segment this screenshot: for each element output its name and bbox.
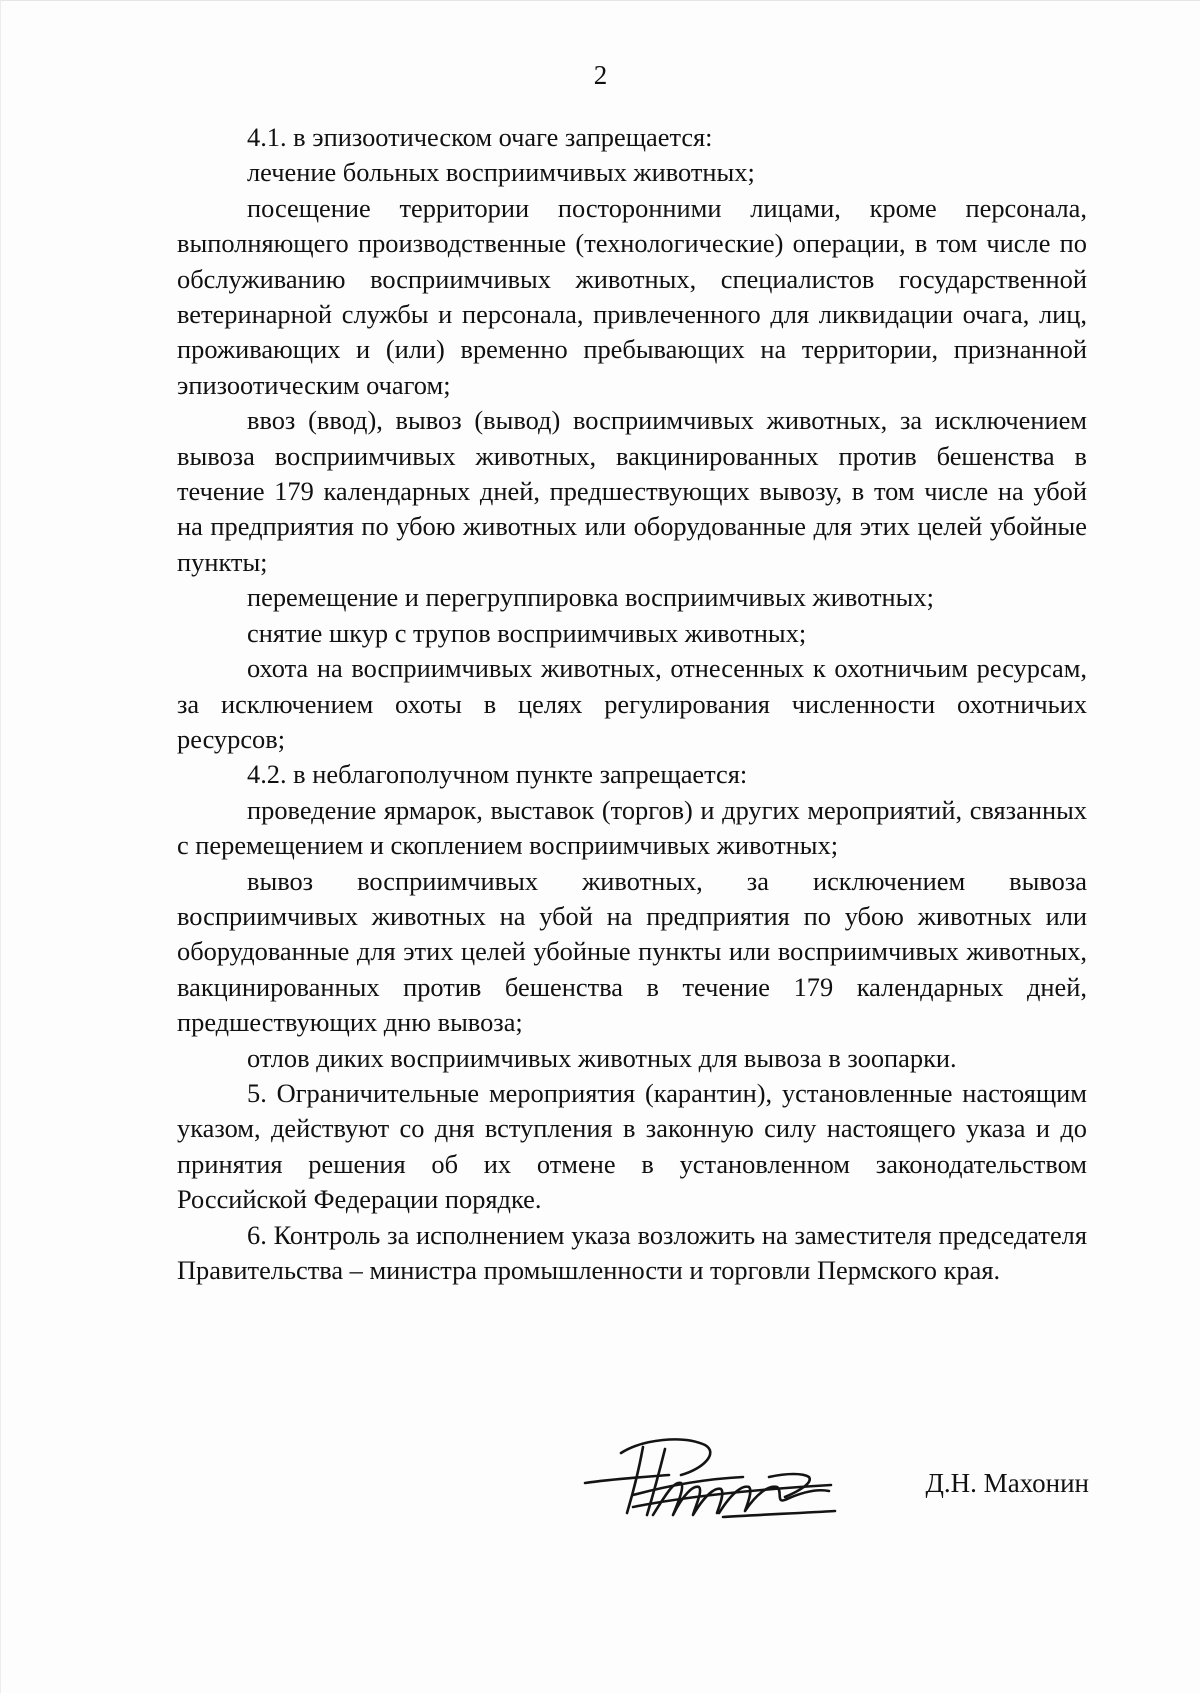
- signature-icon: [573, 1429, 863, 1549]
- paragraph-item: охота на восприимчивых животных, отнесенных к охотничьим ресурсам, за исключением охоты в целях регулирования численности охотничьих ресурсов;: [177, 653, 1087, 754]
- paragraph-6: 6. Контроль за исполнением указа возложить на заместителя председателя Правительства – министра промышленности и торговли Пермского края.: [177, 1219, 1087, 1285]
- paragraph-item: отлов диких восприимчивых животных для вывоза в зоопарки.: [247, 1042, 957, 1073]
- paragraph-item: ввоз (ввод), вывоз (вывод) восприимчивых животных, за исключением вывоза восприимчивых животных, вакцинированных против бешенства в течение 179 календарных дней, предшествующих вывозу, в том числе на убой на предприятия по убою животных или оборудованные для этих целей убойные пункты;: [177, 405, 1087, 577]
- paragraph-4-1-heading: 4.1. в эпизоотическом очаге запрещается:: [247, 122, 713, 152]
- paragraph-item: проведение ярмарок, выставок (торгов) и других мероприятий, связанных с перемещением и скоплением восприимчивых животных;: [177, 794, 1087, 861]
- signature-block: [573, 1429, 1093, 1549]
- paragraph-item: снятие шкур с трупов восприимчивых животных;: [247, 617, 807, 648]
- paragraph-4-2-heading: 4.2. в неблагополучном пункте запрещается:: [247, 759, 748, 790]
- paragraph-item: лечение больных восприимчивых животных;: [247, 157, 755, 188]
- paragraph-5: 5. Ограничительные мероприятия (карантин), установленные настоящим указом, действуют со дня вступления в законную силу настоящего указа и до принятия решения об их отмене в установленном законодательством Российской Федерации порядке.: [177, 1077, 1087, 1215]
- document-body: [177, 120, 1087, 1288]
- page-number: 2: [593, 60, 608, 90]
- handwritten-signature: [573, 1429, 863, 1549]
- paragraph-item: перемещение и перегруппировка восприимчивых животных;: [247, 582, 934, 613]
- paragraph-item: вывоз восприимчивых животных, за исключением вывоза восприимчивых животных на убой на предприятия по убою животных или оборудованные для этих целей убойные пункты или восприимчивых животных, вакцинированных против бешенства в течение 179 календарных дней, предшествующих дню вывоза;: [177, 865, 1087, 1038]
- signer-name: Д.Н. Махонин: [925, 1468, 1089, 1498]
- paragraph-item: посещение территории посторонними лицами, кроме персонала, выполняющего производственные (технологические) операции, в том числе по обслуживанию восприимчивых животных, специалистов государственной ветеринарной службы и персонала, привлеченного для ликвидации очага, лиц, проживающих и (или) временно пребывающих на территории, признанной эпизоотическим очагом;: [177, 192, 1087, 400]
